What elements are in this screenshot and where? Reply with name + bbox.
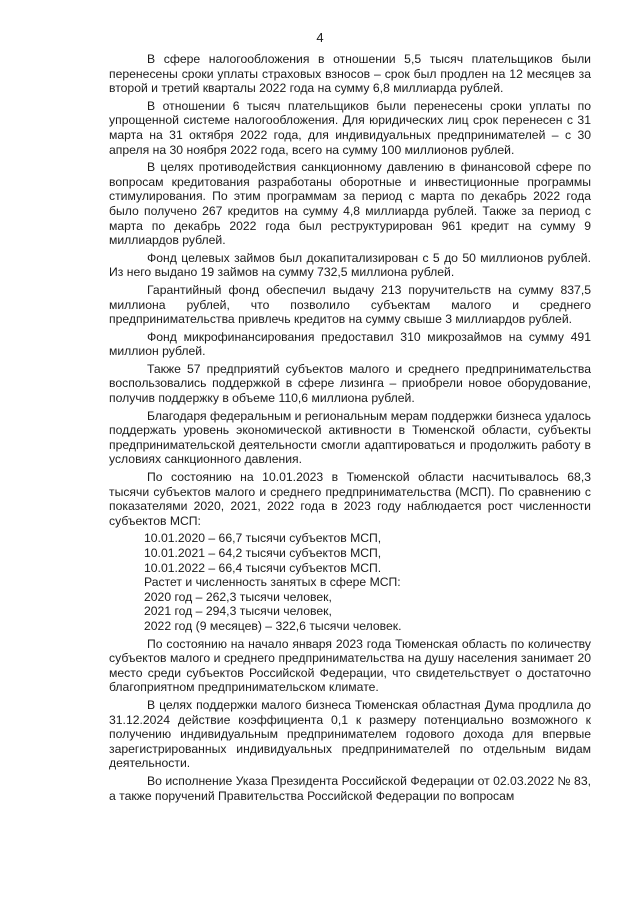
paragraph-ranking: По состоянию на начало января 2023 года Тюменская область по количеству субъектов малого и среднего предпринимательства на душу населения занимает 20 место среди субъектов Российской Федерации, что свидетельствует о достаточно благоприятном предпринимательском климате. (109, 636, 591, 695)
paragraph-microfinance: Фонд микрофинансирования предоставил 310 микрозаймов на сумму 491 миллион рублей. (109, 329, 591, 359)
paragraph-simplified-tax: В отношении 6 тысяч плательщиков были перенесены сроки уплаты по упрощенной системе налогообложения. Для юридических лиц срок перенесен с 31 марта на 31 октября 2022 года, для индивидуальных предпринимателей – с 30 апреля на 30 ноября 2022 года, всего на сумму 100 миллионов рублей. (109, 98, 591, 157)
list-item-smsp-2020: 10.01.2020 – 66,7 тысячи субъектов МСП, (144, 531, 382, 546)
paragraph-smsp-total: По состоянию на 10.01.2023 в Тюменской области насчитывалось 68,3 тысячи субъектов малого и среднего предпринимательства (МСП). По сравнению с показателями 2020, 2021, 2022 года в 2023 году наблюдается рост численности субъектов МСП: (109, 470, 591, 528)
paragraph-leasing: Также 57 предприятий субъектов малого и среднего предпринимательства воспользовались поддержкой в сфере лизинга – приобрели новое оборудование, получив поддержку в объеме 110,6 миллиона рублей. (109, 361, 591, 406)
paragraph-support-measures: Благодаря федеральным и региональным мерам поддержки бизнеса удалось поддержать уровень экономической активности в Тюменской области, субъекты предпринимательской деятельности смогли адаптироваться и продолжить работу в условиях санкционного давления. (109, 408, 591, 467)
page-number: 4 (316, 30, 324, 45)
paragraph-presidential-decree: Во исполнение Указа Президента Российской Федерации от 02.03.2022 № 83, а также поручений Правительства Российской Федерации по вопросам (109, 773, 591, 803)
list-item-employment-2022: 2022 год (9 месяцев) – 322,6 тысячи человек. (144, 618, 402, 633)
paragraph-loan-fund: Фонд целевых займов был докапитализирован с 5 до 50 миллионов рублей. Из него выдано 19 займов на сумму 732,5 миллиона рублей. (109, 250, 591, 280)
document-body (109, 52, 591, 806)
list-item-employment-2021: 2021 год – 294,3 тысячи человек, (144, 604, 332, 619)
list-item-smsp-2022: 10.01.2022 – 66,4 тысячи субъектов МСП. (144, 560, 382, 575)
list-item-smsp-2021: 10.01.2021 – 64,2 тысячи субъектов МСП, (144, 546, 382, 560)
paragraph-duma-coefficient: В целях поддержки малого бизнеса Тюменская областная Дума продлила до 31.12.2024 действие коэффициента 0,1 к размеру потенциально возможного к получению индивидуальным предпринимателем годового дохода для впервые зарегистрированных индивидуальных предпринимателей по отдельным видам деятельности. (109, 697, 591, 771)
paragraph-credit-programs: В целях противодействия санкционному давлению в финансовой сфере по вопросам кредитования разработаны оборотные и инвестиционные программы стимулирования. По этим программам за период с марта по декабрь 2022 года было получено 267 кредитов на сумму 4,8 миллиарда рублей. Также за период с марта по декабрь 2022 года был реструктурирован 961 кредит на сумму 9 миллиардов рублей. (109, 160, 591, 248)
list-item-employment-2020: 2020 год – 262,3 тысячи человек, (144, 589, 332, 604)
paragraph-guarantee-fund: Гарантийный фонд обеспечил выдачу 213 поручительств на сумму 837,5 миллиона рублей, что позволило субъектам малого и среднего предпринимательства привлечь кредитов на сумму свыше 3 миллиардов рублей. (109, 282, 591, 327)
employment-intro: Растет и численность занятых в сфере МСП: (144, 575, 401, 590)
paragraph-insurance-deferral: В сфере налогообложения в отношении 5,5 тысяч плательщиков были перенесены сроки уплаты страховых взносов – срок был продлен на 12 месяцев за второй и третий кварталы 2022 года на сумму 6,8 миллиарда рублей. (109, 52, 591, 96)
